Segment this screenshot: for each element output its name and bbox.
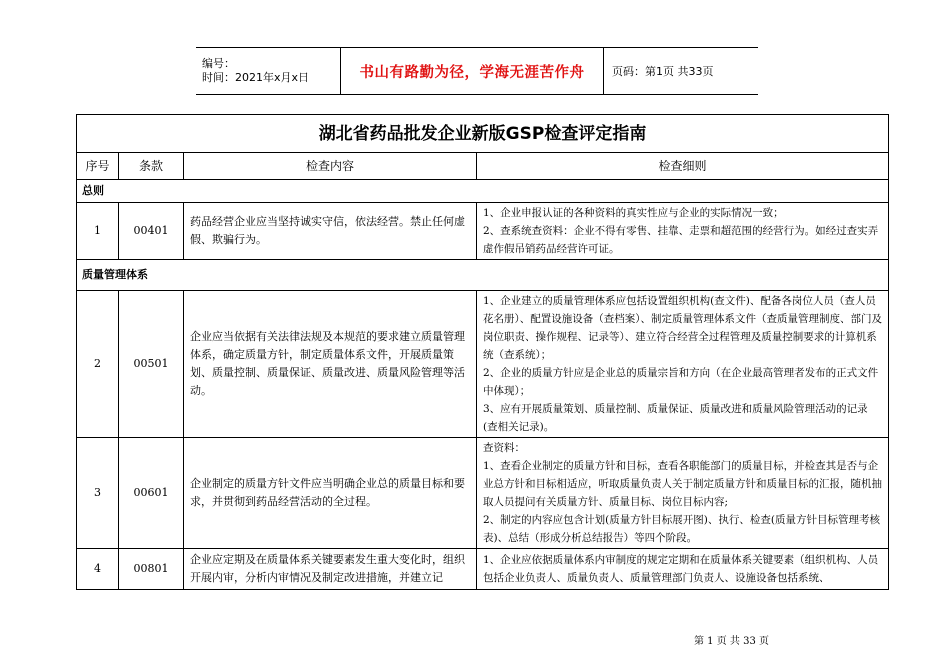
- check-details: [477, 549, 889, 590]
- row-number: 3: [77, 438, 119, 549]
- clause-code: 00401: [119, 203, 184, 260]
- table-row: [77, 438, 889, 549]
- check-details: [477, 438, 889, 549]
- motto-text: 书山有路勤为径，学海无涯苦作舟: [359, 64, 585, 81]
- detail-line: 2、制定的内容应包含计划(质量方针目标展开图)、执行、检查(质量方针目标管理考核表)、总结（形成分析总结报告）等四个阶段。: [483, 514, 880, 544]
- row-number: 2: [77, 291, 119, 438]
- column-header-content: 检查内容: [184, 153, 477, 180]
- document-header: [196, 47, 758, 95]
- section-row: [77, 180, 889, 203]
- section-title-quality-system: 质量管理体系: [77, 260, 889, 291]
- table-row: [77, 203, 889, 260]
- detail-line: 1、查看企业制定的质量方针和目标，查看各职能部门的质量目标，并检查其是否与企业总方针和目标相适应，听取质量负责人关于制定质量方针和质量目标的汇报，随机抽取人员提问有关质量方针、质量目标、岗位目标内容;: [483, 460, 882, 508]
- check-content: 企业制定的质量方针文件应当明确企业总的质量目标和要求，并贯彻到药品经营活动的全过程。: [184, 438, 477, 549]
- column-header-details: 检查细则: [477, 153, 889, 180]
- section-row: [77, 260, 889, 291]
- clause-code: 00601: [119, 438, 184, 549]
- column-header-clause: 条款: [119, 153, 184, 180]
- check-details: [477, 291, 889, 438]
- page-info: 页码：第1页 共33页: [604, 48, 759, 95]
- inspection-guide-table: [76, 114, 889, 590]
- row-number: 1: [77, 203, 119, 260]
- check-content: 药品经营企业应当坚持诚实守信，依法经营。禁止任何虚假、欺骗行为。: [184, 203, 477, 260]
- section-title-general: 总则: [77, 180, 889, 203]
- detail-line: 1、企业建立的质量管理体系应包括设置组织机构(查文件)、配备各岗位人员（查人员花名册）、配置设施设备（查档案）、制定质量管理体系文件（查质量管理制度、部门及岗位职责、操作规程、记录等）、建立符合经营全过程管理及质量控制要求的计算机系统（查系统）；: [483, 295, 882, 361]
- table-row: [77, 549, 889, 590]
- document-title: 湖北省药品批发企业新版GSP检查评定指南: [77, 115, 889, 153]
- number-label: 编号：: [202, 57, 235, 70]
- time-label: 时间：2021年x月x日: [202, 71, 310, 84]
- detail-line: 1、企业应依据质量体系内审制度的规定定期和在质量体系关键要素（组织机构、人员包括企业负责人、质量负责人、质量管理部门负责人、设施设备包括系统、: [483, 554, 879, 584]
- header-meta: [196, 48, 341, 95]
- header-motto-cell: [341, 48, 604, 95]
- detail-line: 3、应有开展质量策划、质量控制、质量保证、质量改进和质量风险管理活动的记录(查相关记录)。: [483, 403, 868, 433]
- check-details: [477, 203, 889, 260]
- check-content: 企业应定期及在质量体系关键要素发生重大变化时，组织开展内审，分析内审情况及制定改进措施，并建立记: [184, 549, 477, 590]
- page-footer: 第 1 页 共 33 页: [694, 636, 769, 647]
- detail-line: 2、企业的质量方针应是企业总的质量宗旨和方向（在企业最高管理者发布的正式文件中体现）；: [483, 367, 879, 397]
- detail-line: 查资料：: [483, 442, 525, 454]
- clause-code: 00801: [119, 549, 184, 590]
- column-header-no: 序号: [77, 153, 119, 180]
- table-row: [77, 291, 889, 438]
- detail-line: 2、查系统查资料：企业不得有零售、挂靠、走票和超范围的经营行为。如经过查实弄虚作假吊销药品经营许可证。: [483, 225, 879, 255]
- row-number: 4: [77, 549, 119, 590]
- clause-code: 00501: [119, 291, 184, 438]
- column-header-row: [77, 153, 889, 180]
- detail-line: 1、企业申报认证的各种资料的真实性应与企业的实际情况一致；: [483, 207, 784, 219]
- check-content: 企业应当依据有关法律法规及本规范的要求建立质量管理体系，确定质量方针，制定质量体系文件，开展质量策划、质量控制、质量保证、质量改进、质量风险管理等活动。: [184, 291, 477, 438]
